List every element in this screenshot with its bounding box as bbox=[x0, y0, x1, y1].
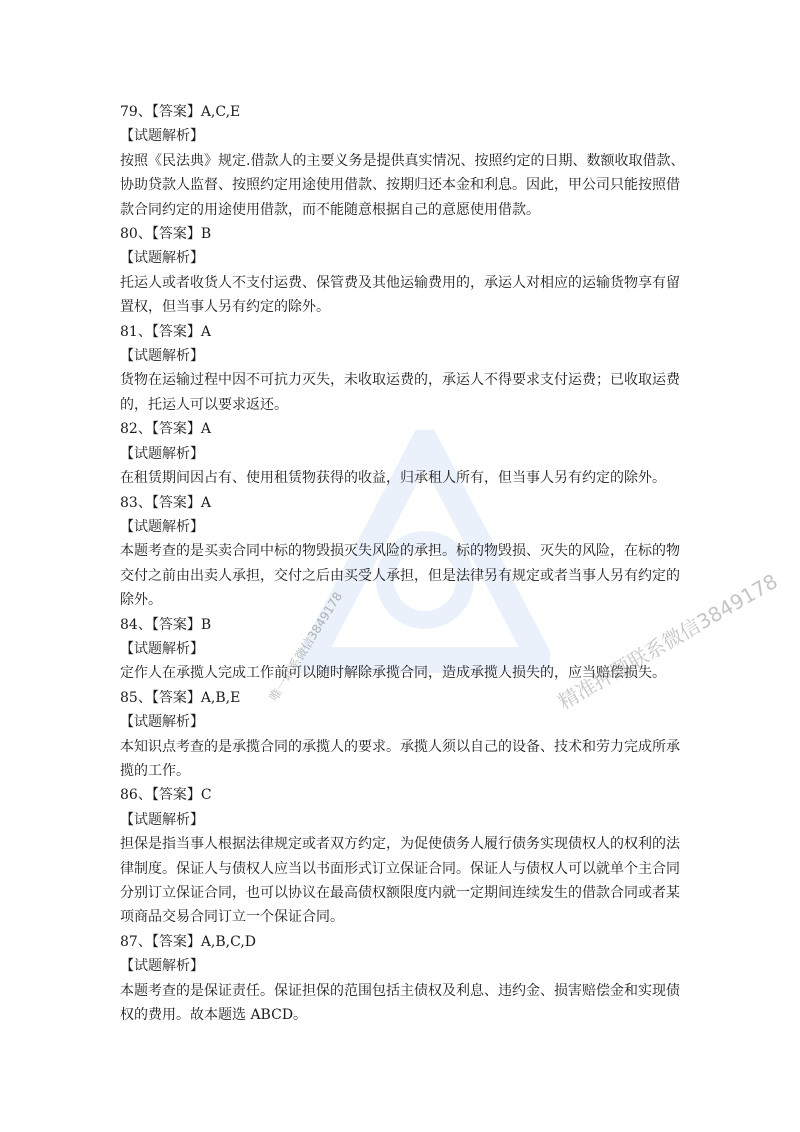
analysis-heading: 【试题解析】 bbox=[120, 250, 204, 267]
analysis-text-line: 本知识点考查的是承揽合同的承揽人的要求。承揽人须以自己的设备、技术和劳力完成所承 bbox=[120, 738, 680, 755]
answer-item bbox=[120, 686, 680, 784]
answer-item bbox=[120, 222, 680, 320]
analysis-text-line: 在租赁期间因占有、使用租赁物获得的收益，归承租人所有，但当事人另有约定的除外。 bbox=[120, 470, 666, 487]
analysis-text-line: 协助贷款人监督、按照约定用途使用借款、按期归还本金和利息。因此，甲公司只能按照借 bbox=[120, 177, 680, 194]
answer-label: 83、【答案】A bbox=[120, 494, 211, 511]
analysis-heading: 【试题解析】 bbox=[120, 445, 204, 462]
answer-label: 85、【答案】A,B,E bbox=[120, 689, 241, 706]
analysis-text-line: 除外。 bbox=[120, 592, 162, 609]
analysis-heading: 【试题解析】 bbox=[120, 128, 204, 145]
analysis-text-line: 律制度。保证人与债权人应当以书面形式订立保证合同。保证人与债权人可以就单个主合同 bbox=[120, 860, 680, 877]
answer-label: 86、【答案】C bbox=[120, 787, 212, 804]
analysis-text-line: 的，托运人可以要求返还。 bbox=[120, 396, 288, 413]
answer-item bbox=[120, 930, 680, 1028]
analysis-text-line: 权的费用。故本题选 ABCD。 bbox=[120, 1007, 308, 1024]
answer-item bbox=[120, 320, 680, 418]
watermark-small: 唯一联系微信3849178 bbox=[266, 589, 346, 704]
answer-item bbox=[120, 491, 680, 613]
answer-item bbox=[120, 417, 680, 490]
analysis-text-line: 本题考查的是买卖合同中标的物毁损灭失风险的承担。标的物毁损、灭失的风险，在标的物 bbox=[120, 543, 680, 560]
analysis-text-line: 分别订立保证合同，也可以协议在最高债权额限度内就一定期间连续发生的借款合同或者某 bbox=[120, 885, 680, 901]
analysis-heading: 【试题解析】 bbox=[120, 518, 204, 535]
answer-item bbox=[120, 100, 685, 222]
analysis-text-line: 揽的工作。 bbox=[120, 762, 190, 779]
analysis-text-line: 项商品交易合同订立一个保证合同。 bbox=[120, 909, 344, 926]
analysis-text-line: 托运人或者收货人不支付运费、保管费及其他运输费用的，承运人对相应的运输货物享有留 bbox=[120, 274, 680, 291]
analysis-heading: 【试题解析】 bbox=[120, 811, 204, 828]
analysis-heading: 【试题解析】 bbox=[120, 640, 204, 657]
answer-label: 81、【答案】A bbox=[120, 323, 211, 340]
analysis-text-line: 本题考查的是保证责任。保证担保的范围包括主债权及利息、违约金、损害赔偿金和实现债 bbox=[120, 982, 680, 999]
answer-label: 82、【答案】A bbox=[120, 421, 211, 438]
answer-label: 84、【答案】B bbox=[120, 616, 212, 633]
analysis-text-line: 款合同约定的用途使用借款，而不能随意根据自己的意愿使用借款。 bbox=[120, 201, 540, 218]
answer-label: 79、【答案】A,C,E bbox=[120, 104, 241, 120]
answer-sheet bbox=[120, 100, 685, 1027]
answer-item bbox=[120, 783, 680, 929]
analysis-text-line: 按照《民法典》规定.借款人的主要义务是提供真实情况、按照约定的日期、数额收取借款、 bbox=[120, 152, 685, 169]
watermark-large: 精准押题联系微信3849178 bbox=[554, 568, 782, 715]
analysis-heading: 【试题解析】 bbox=[120, 714, 204, 731]
analysis-text-line: 担保是指当事人根据法律规定或者双方约定，为促使债务人履行债务实现债权人的权利的法 bbox=[120, 836, 680, 853]
analysis-text-line: 货物在运输过程中因不可抗力灭失，未收取运费的，承运人不得要求支付运费；已收取运费 bbox=[120, 372, 680, 389]
analysis-heading: 【试题解析】 bbox=[120, 958, 204, 975]
answer-label: 87、【答案】A,B,C,D bbox=[120, 933, 257, 950]
analysis-heading: 【试题解析】 bbox=[120, 348, 204, 365]
analysis-text-line: 交付之前由出卖人承担，交付之后由买受人承担，但是法律另有规定或者当事人另有约定的 bbox=[120, 567, 680, 584]
answer-item bbox=[120, 613, 680, 686]
analysis-text-line: 定作人在承揽人完成工作前可以随时解除承揽合同，造成承揽人损失的，应当赔偿损失。 bbox=[120, 665, 666, 682]
analysis-text-line: 置权，但当事人另有约定的除外。 bbox=[120, 299, 330, 316]
answer-label: 80、【答案】B bbox=[120, 226, 212, 243]
